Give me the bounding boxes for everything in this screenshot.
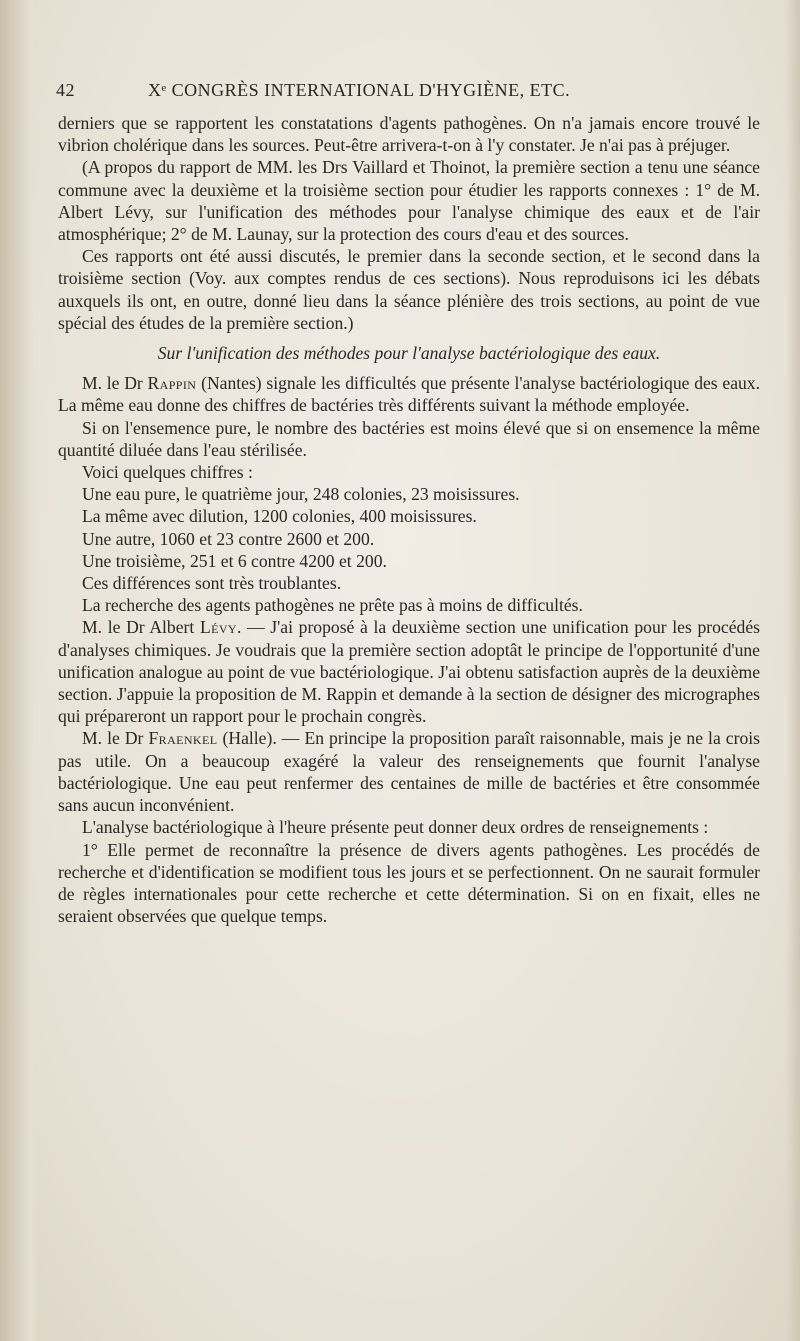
paragraph: 1° Elle permet de reconnaître la présence de divers agents pathogènes. Les procédés de recherche et d'identification se modifient tous les jours et se perfectionnent. On ne saurait formuler de règles internationales pour cette recherche et cette détermination. Si on en fixait, elles ne seraient observées que quelque temps. (58, 839, 760, 927)
speaker-prefix: M. le Dr (82, 373, 148, 394)
paragraph (58, 727, 760, 816)
speaker-name: Rappin (147, 373, 197, 394)
paragraph: La recherche des agents pathogènes ne prête pas à moins de difficultés. (82, 595, 583, 616)
paragraph: Ces différences sont très troublantes. (82, 573, 342, 594)
speaker-prefix: M. le Dr Albert (82, 617, 200, 638)
speaker-prefix: M. le Dr (82, 728, 149, 749)
page-number: 42 (56, 80, 75, 100)
paragraph-text: (Halle). — En principe la proposition paraît raisonnable, mais je ne la crois pas utile. On a beaucoup exagéré la valeur des renseignements que fournit l'analyse bactériologique. Une eau peut renfermer des centaines de mille de bactéries et être consommée sans aucun inconvénient. (58, 728, 761, 816)
section-heading: Sur l'unification des méthodes pour l'analyse bactériologique des eaux. (157, 343, 661, 364)
speaker-name: Fraenkel (148, 728, 218, 749)
page-edge-shadow (786, 0, 800, 1341)
paragraph: Si on l'ensemence pure, le nombre des bactéries est moins élevé que si on ensemence la même quantité diluée dans l'eau stérilisée. (58, 417, 760, 460)
speaker-name: Lévy (199, 617, 237, 638)
paragraph-text: (Nantes) signale les difficultés que présente l'analyse bactériologique des eaux. La même eau donne des chiffres de bactéries très différents suivant la méthode employée. (58, 373, 761, 416)
paragraph: derniers que se rapportent les constatations d'agents pathogènes. On n'a jamais encore trouvé le vibrion cholérique dans les sources. Peut-être arrivera-t-on à l'y constater. Je n'ai pas à préjuger. (58, 113, 760, 156)
paragraph (58, 616, 760, 727)
running-header (56, 80, 746, 104)
paragraph: Une eau pure, le quatrième jour, 248 colonies, 23 moisissures. (82, 484, 520, 505)
paragraph: L'analyse bactériologique à l'heure présente peut donner deux ordres de renseignements : (82, 817, 709, 838)
paragraph: Une troisième, 251 et 6 contre 4200 et 200. (82, 550, 387, 571)
paragraph: Une autre, 1060 et 23 contre 2600 et 200. (82, 528, 375, 549)
paragraph: Ces rapports ont été aussi discutés, le premier dans la seconde section, et le second dans la troisième section (Voy. aux comptes rendus de ces sections). Nous reproduisons ici les débats auxquels ils ont, en outre, donné lieu dans la séance plénière des trois sections, au point de vue spécial des études de la première section.) (58, 246, 760, 333)
paragraph (58, 372, 760, 416)
paragraph-text: . — J'ai proposé à la deuxième section une unification pour les procédés d'analyses chimiques. Je voudrais que la première section adoptât le principe de l'opportunité d'une unification analogue au point de vue bactériologique. J'ai obtenu satisfaction auprès de la deuxième section. J'appuie la proposition de M. Rappin et demande à la section de désigner des micrographes qui prépareront un rapport pour le prochain congrès. (58, 617, 760, 727)
running-title: Xᵉ CONGRÈS INTERNATIONAL D'HYGIÈNE, ETC. (148, 80, 571, 100)
page-binding-shadow (0, 0, 38, 1341)
paragraph: (A propos du rapport de MM. les Drs Vaillard et Thoinot, la première section a tenu une séance commune avec la deuxième et la troisième section pour étudier les rapports connexes : 1° de M. Albert Lévy, sur l'unification des méthodes pour l'analyse chimique des eaux et de l'air atmosphérique; 2° de M. Launay, sur la protection des cours d'eau et des sources. (58, 157, 760, 245)
body-text (58, 112, 760, 927)
paragraph: La même avec dilution, 1200 colonies, 400 moisissures. (82, 506, 477, 527)
paragraph: Voici quelques chiffres : (82, 462, 253, 483)
